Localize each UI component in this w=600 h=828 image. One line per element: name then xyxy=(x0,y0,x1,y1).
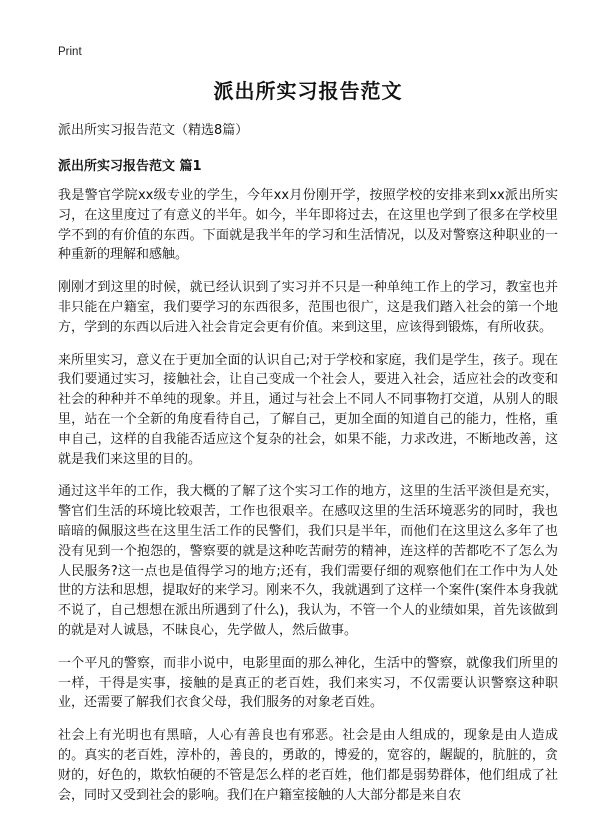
paragraph-2: 刚刚才到这里的时候，就已经认识到了实习并不只是一种单纯工作上的学习，教室也并非只能在户籍室，我们要学习的东西很多，范围也很广，这是我们踏入社会的第一个地方，学到的东西以后进入社会肯定会更有价值。来到这里，应该得到锻炼，有所收获。 xyxy=(58,280,558,335)
document-title: 派出所实习报告范文 xyxy=(213,79,403,103)
print-link[interactable]: Print xyxy=(58,46,82,58)
document-subtitle: 派出所实习报告范文（精选8篇） xyxy=(58,123,249,138)
paragraph-4: 通过这半年的工作，我大概的了解了这个实习工作的地方，这里的生活平淡但是充实，警官们生活的环境比较艰苦，工作也很艰辛。在感叹这里的生活环境恶劣的同时，我也暗暗的佩服这些在这里生活工作的民警们，我们只是半年，而他们在这里这么多年了也没有见到一个抱怨的，警察要的就是这种吃苦耐劳的精神，连这样的苦都吃不了怎么为人民服务?这一点也是值得学习的地方;还有，我们需要仔细的观察他们在工作中为人处世的方法和思想，提取好的来学习。刚来不久，我就遇到了这样一个案件(案件本身我就不说了，自己想想在派出所遇到了什么)，我认为，不管一个人的业绩如果，首先该做到的就是对人诚恳，不昧良心，先学做人，然后做事。 xyxy=(58,484,558,638)
document xyxy=(58,78,558,818)
section-heading: 派出所实习报告范文 篇1 xyxy=(58,159,202,174)
paragraph-6: 社会上有光明也有黑暗，人心有善良也有邪恶。社会是由人组成的，现象是由人造成的。真实的老百姓，淳朴的，善良的，勇敢的，博爱的，宽容的，龌龊的，肮脏的，贪财的，好色的，欺软怕硬的不管是怎么样的老百姓，他们都是弱势群体，他们组成了社会，同时又受到社会的影响。我们在户籍室接触的人大部分都是来自农 xyxy=(58,728,558,803)
paragraph-3: 来所里实习，意义在于更加全面的认识自己;对于学校和家庭，我们是学生，孩子。现在我们要通过实习，接触社会，让自己变成一个社会人，要进入社会，适应社会的改变和社会的种种并不单纯的现象。并且，通过与社会上不同人不同事物打交道，从别人的眼里，站在一个全新的角度看待自己，了解自己，更加全面的知道自己的能力，性格，重申自己，这样的自我能否适应这个复杂的社会，如果不能，力求改进，不断地改善，这就是我们来这里的目的。 xyxy=(58,352,558,467)
paragraph-5: 一个平凡的警察，而非小说中，电影里面的那么神化，生活中的警察，就像我们所里的一样，干得是实事，接触的是真正的老百姓，我们来实习，不仅需要认识警察这种职业，还需要了解我们衣食父母，我们服务的对象老百姓。 xyxy=(58,655,558,711)
paragraph-1: 我是警官学院xx级专业的学生，今年xx月份刚开学，按照学校的安排来到xx派出所实习，在这里度过了有意义的半年。如今，半年即将过去，在这里也学到了很多在学校里学不到的有价值的东西。下面就是我半年的学习和生活情况，以及对警察这种职业的一种重新的理解和感触。 xyxy=(58,188,558,263)
